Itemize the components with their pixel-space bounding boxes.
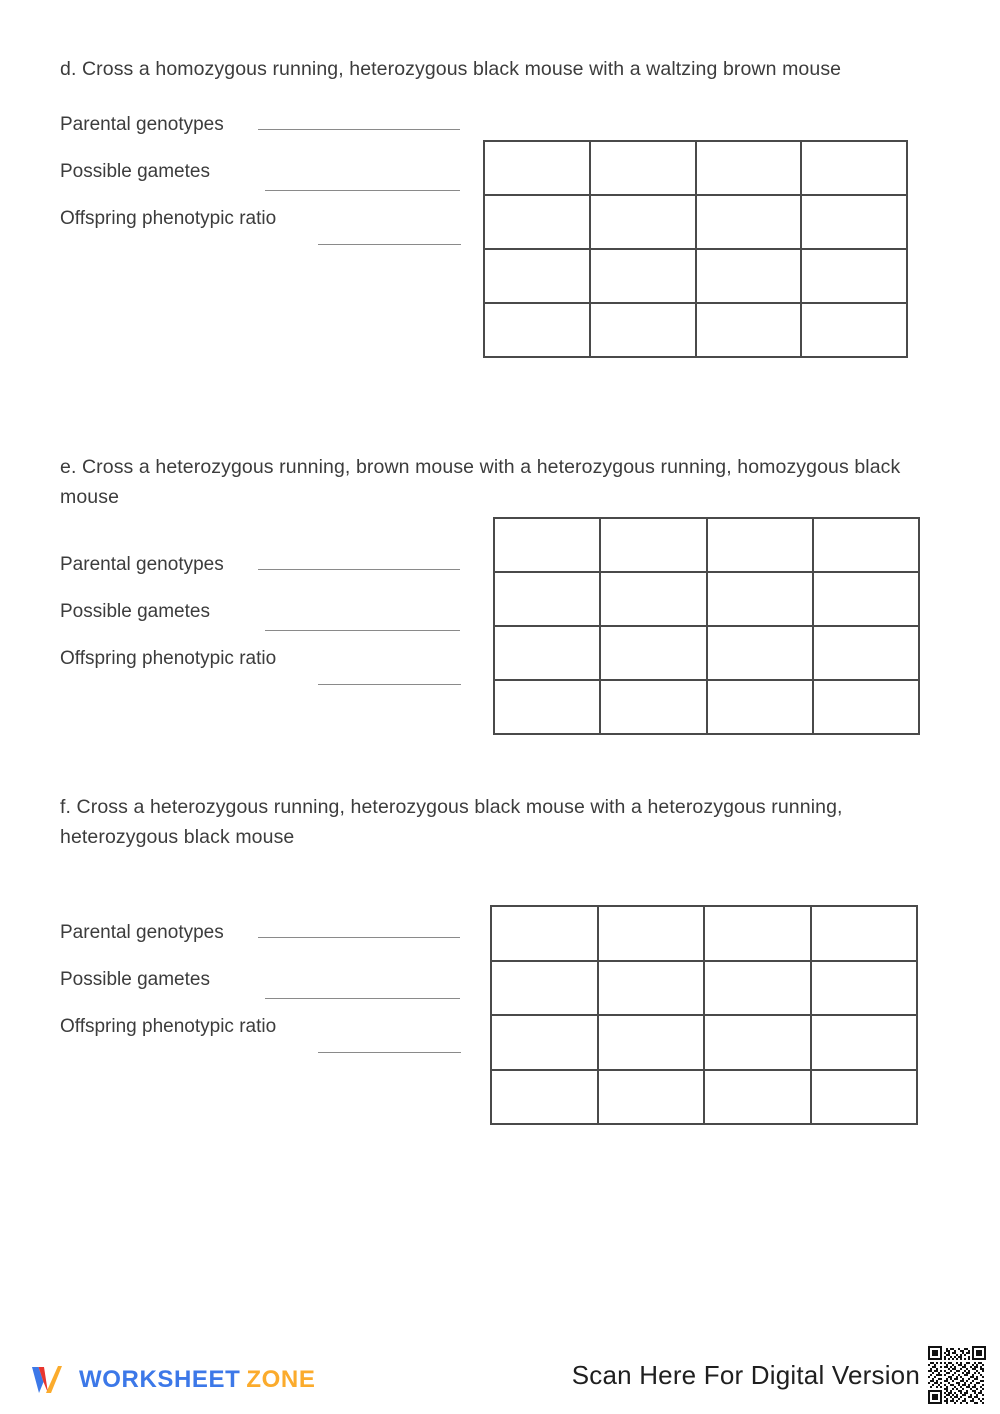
field-label-possible-gametes: Possible gametes bbox=[60, 969, 210, 990]
punnett-cell[interactable] bbox=[802, 304, 908, 358]
punnett-cell[interactable] bbox=[492, 1016, 599, 1071]
worksheet-zone-logo[interactable] bbox=[28, 1360, 315, 1400]
field-label-offspring-ratio: Offspring phenotypic ratio bbox=[60, 648, 277, 669]
punnett-cell[interactable] bbox=[697, 196, 803, 250]
field-label-offspring-ratio: Offspring phenotypic ratio bbox=[60, 208, 277, 229]
field-row-parental-genotypes bbox=[60, 920, 470, 967]
punnett-cell[interactable] bbox=[485, 142, 591, 196]
logo-wordmark bbox=[79, 1366, 315, 1394]
field-input-offspring-ratio[interactable] bbox=[318, 1052, 461, 1053]
punnett-cell[interactable] bbox=[708, 627, 814, 681]
punnett-square-f bbox=[490, 905, 918, 1125]
punnett-cell[interactable] bbox=[485, 196, 591, 250]
field-row-parental-genotypes bbox=[60, 112, 470, 159]
question-heading-d: d. Cross a homozygous running, heterozygous black mouse with a waltzing brown mouse bbox=[60, 58, 842, 80]
punnett-cell[interactable] bbox=[591, 304, 697, 358]
field-input-offspring-ratio[interactable] bbox=[318, 244, 461, 245]
punnett-cell[interactable] bbox=[697, 250, 803, 304]
field-label-offspring-ratio: Offspring phenotypic ratio bbox=[60, 1016, 277, 1037]
punnett-cell[interactable] bbox=[495, 627, 601, 681]
punnett-cell[interactable] bbox=[591, 142, 697, 196]
field-row-possible-gametes bbox=[60, 967, 470, 1014]
field-label-parental-genotypes: Parental genotypes bbox=[60, 114, 224, 135]
punnett-cell[interactable] bbox=[599, 1016, 706, 1071]
punnett-cell[interactable] bbox=[697, 304, 803, 358]
scan-digital-version[interactable] bbox=[572, 1346, 986, 1404]
answer-fields-f bbox=[60, 920, 470, 1061]
scan-label: Scan Here For Digital Version bbox=[571, 1359, 920, 1390]
punnett-cell[interactable] bbox=[705, 1016, 812, 1071]
punnett-cell[interactable] bbox=[812, 1071, 919, 1126]
question-heading-f: f. Cross a heterozygous running, heterozygous black mouse with a heterozygous running, heterozygous black mouse bbox=[60, 796, 843, 848]
field-input-offspring-ratio[interactable] bbox=[318, 684, 461, 685]
field-label-possible-gametes: Possible gametes bbox=[60, 161, 210, 182]
punnett-cell[interactable] bbox=[814, 627, 920, 681]
field-input-parental-genotypes[interactable] bbox=[258, 129, 460, 130]
punnett-cell[interactable] bbox=[601, 573, 707, 627]
punnett-cell[interactable] bbox=[492, 1071, 599, 1126]
punnett-cell[interactable] bbox=[485, 304, 591, 358]
punnett-cell[interactable] bbox=[814, 681, 920, 735]
field-input-parental-genotypes[interactable] bbox=[258, 937, 460, 938]
punnett-cell[interactable] bbox=[814, 573, 920, 627]
punnett-cell[interactable] bbox=[705, 907, 812, 962]
answer-fields-e bbox=[60, 552, 470, 693]
punnett-cell[interactable] bbox=[601, 519, 707, 573]
punnett-cell[interactable] bbox=[812, 962, 919, 1017]
punnett-cell[interactable] bbox=[495, 681, 601, 735]
punnett-square-d bbox=[483, 140, 908, 358]
page-footer bbox=[0, 1324, 1000, 1414]
field-label-parental-genotypes: Parental genotypes bbox=[60, 922, 224, 943]
field-row-offspring-ratio bbox=[60, 646, 470, 693]
punnett-cell[interactable] bbox=[599, 907, 706, 962]
punnett-cell[interactable] bbox=[485, 250, 591, 304]
punnett-cell[interactable] bbox=[495, 519, 601, 573]
punnett-cell[interactable] bbox=[812, 907, 919, 962]
punnett-cell[interactable] bbox=[814, 519, 920, 573]
punnett-cell[interactable] bbox=[601, 681, 707, 735]
punnett-cell[interactable] bbox=[601, 627, 707, 681]
field-input-possible-gametes[interactable] bbox=[265, 190, 460, 191]
answer-fields-d bbox=[60, 112, 470, 253]
punnett-cell[interactable] bbox=[492, 907, 599, 962]
punnett-cell[interactable] bbox=[812, 1016, 919, 1071]
punnett-cell[interactable] bbox=[708, 573, 814, 627]
punnett-cell[interactable] bbox=[599, 962, 706, 1017]
qr-code-icon[interactable] bbox=[928, 1346, 986, 1404]
field-row-possible-gametes bbox=[60, 159, 470, 206]
punnett-cell[interactable] bbox=[591, 196, 697, 250]
field-label-possible-gametes: Possible gametes bbox=[60, 601, 210, 622]
punnett-cell[interactable] bbox=[705, 962, 812, 1017]
field-row-possible-gametes bbox=[60, 599, 470, 646]
punnett-cell[interactable] bbox=[599, 1071, 706, 1126]
field-row-offspring-ratio bbox=[60, 1014, 470, 1061]
punnett-cell[interactable] bbox=[708, 681, 814, 735]
question-heading-e: e. Cross a heterozygous running, brown mouse with a heterozygous running, homozygous black mouse bbox=[60, 456, 901, 508]
punnett-cell[interactable] bbox=[495, 573, 601, 627]
punnett-cell[interactable] bbox=[708, 519, 814, 573]
punnett-cell[interactable] bbox=[802, 196, 908, 250]
field-row-parental-genotypes bbox=[60, 552, 470, 599]
logo-text-zone: ZONE bbox=[246, 1366, 316, 1393]
punnett-square-e bbox=[493, 517, 920, 735]
punnett-cell[interactable] bbox=[492, 962, 599, 1017]
field-input-possible-gametes[interactable] bbox=[265, 998, 460, 999]
worksheet-zone-logo-icon bbox=[28, 1360, 68, 1400]
punnett-cell[interactable] bbox=[591, 250, 697, 304]
punnett-cell[interactable] bbox=[802, 250, 908, 304]
field-label-parental-genotypes: Parental genotypes bbox=[60, 554, 224, 575]
punnett-cell[interactable] bbox=[697, 142, 803, 196]
field-row-offspring-ratio bbox=[60, 206, 470, 253]
punnett-cell[interactable] bbox=[705, 1071, 812, 1126]
field-input-possible-gametes[interactable] bbox=[265, 630, 460, 631]
field-input-parental-genotypes[interactable] bbox=[258, 569, 460, 570]
logo-text-worksheet: WORKSHEET bbox=[79, 1366, 241, 1393]
punnett-cell[interactable] bbox=[802, 142, 908, 196]
